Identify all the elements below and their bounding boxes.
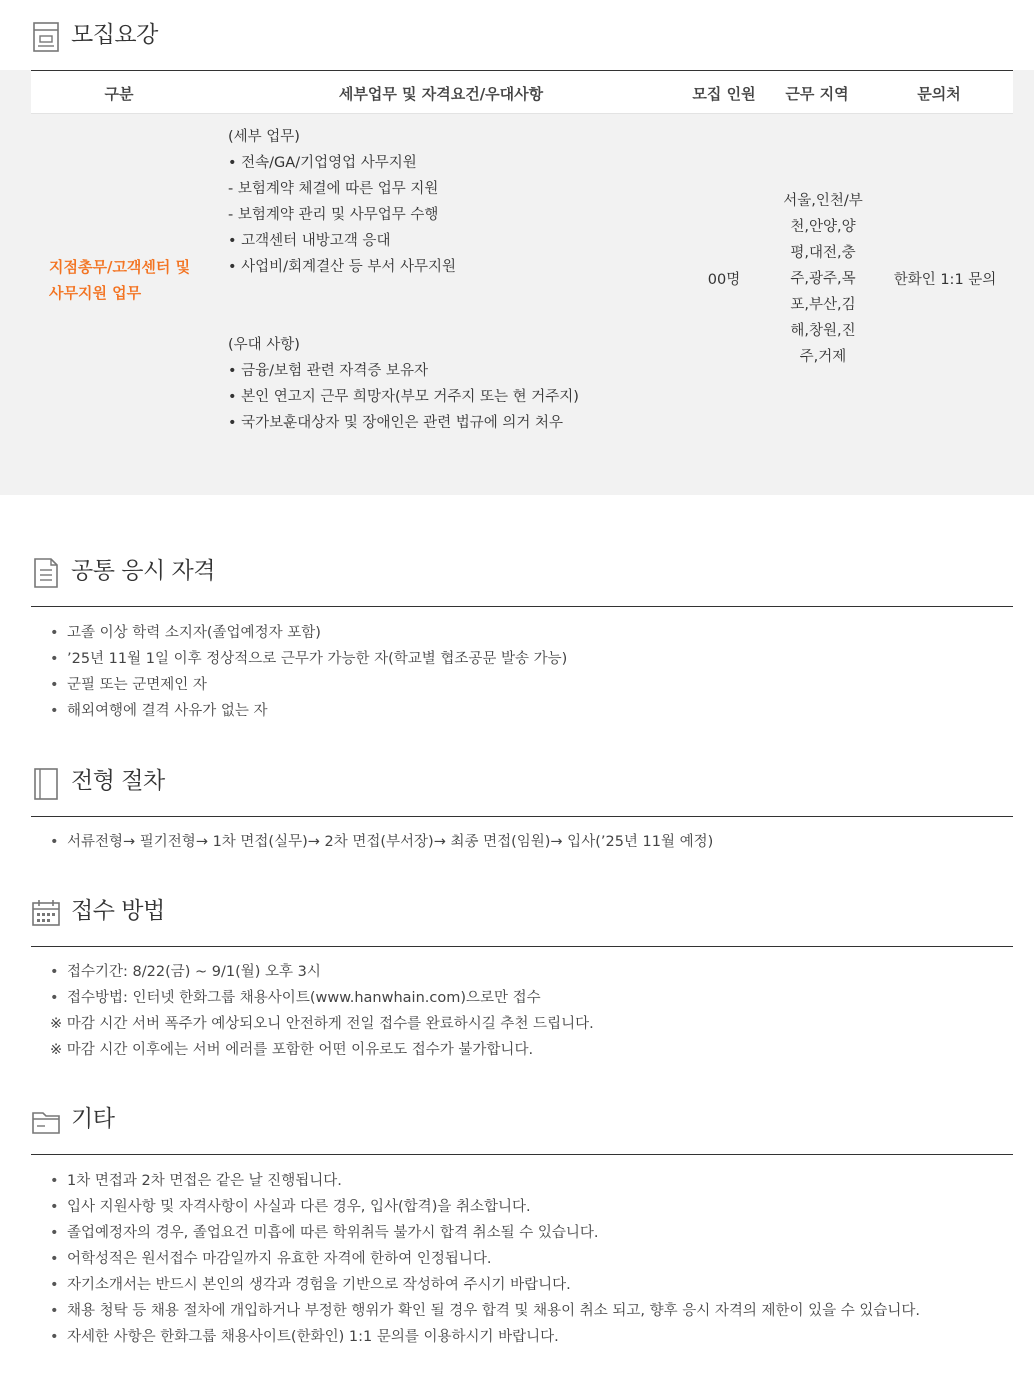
apply-section-header (31, 890, 1013, 938)
location-line: 서울,인천/부 (783, 193, 863, 209)
etc-section-header (31, 1098, 1013, 1146)
duty-item: • 전속/GA/기업영업 사무지원 (228, 155, 417, 171)
section-divider (31, 816, 1013, 817)
bullet: • (50, 1251, 59, 1267)
bullet: • (50, 677, 59, 693)
apply-list (50, 959, 594, 1063)
calendar-icon (31, 896, 61, 930)
bullet: • (50, 651, 59, 667)
list-item (50, 1168, 920, 1194)
location-line: 평,대전,충 (790, 245, 856, 261)
qualification-section-header (31, 550, 1013, 598)
bullet: • (50, 1329, 59, 1345)
job-category-line: 사무지원 업무 (49, 284, 142, 302)
list-item (50, 1324, 920, 1350)
preferred-heading: (우대 사항) (228, 337, 300, 353)
qualification-list (50, 620, 567, 724)
recruitment-section-header (31, 14, 1013, 62)
recruit-count: 00명 (707, 272, 741, 288)
list-item (50, 1272, 920, 1298)
bullet: • (50, 1277, 59, 1293)
column-header-category: 구분 (104, 85, 134, 103)
job-category-line: 지점총무/고객센터 및 (49, 258, 191, 276)
list-item (50, 646, 567, 672)
location-line: 주,거제 (799, 349, 847, 365)
list-item-text: 고졸 이상 학력 소지자(졸업예정자 포함) (67, 625, 321, 641)
list-item-text: 서류전형→ 필기전형→ 1차 면접(실무)→ 2차 면접(부서장)→ 최종 면접(임원)→ 입사(’25년 11월 예정) (67, 834, 714, 850)
list-item (50, 1246, 920, 1272)
process-list (50, 829, 713, 855)
bullet: • (50, 834, 59, 850)
section-divider (31, 1154, 1013, 1155)
location-line: 주,광주,목 (790, 271, 856, 287)
bullet: • (50, 1173, 59, 1189)
bullet: • (50, 964, 59, 980)
etc-list (50, 1168, 920, 1350)
list-item-text: 군필 또는 군면제인 자 (67, 677, 207, 693)
list-item (50, 1194, 920, 1220)
section-title: 공통 응시 자격 (71, 558, 215, 584)
notice-item (50, 1011, 594, 1037)
location-line: 포,부산,김 (790, 297, 856, 313)
list-item (50, 1220, 920, 1246)
bullet: • (50, 1303, 59, 1319)
process-section-header (31, 760, 1013, 808)
folder-icon (31, 1104, 61, 1138)
section-title: 기타 (71, 1106, 115, 1132)
list-item-text: 해외여행에 결격 사유가 없는 자 (67, 703, 268, 719)
section-title: 전형 절차 (71, 768, 165, 794)
preferred-item: • 국가보훈대상자 및 장애인은 관련 법규에 의거 처우 (228, 415, 563, 431)
list-item (50, 829, 713, 855)
section-divider (31, 946, 1013, 947)
list-item-text: 어학성적은 원서접수 마감일까지 유효한 자격에 한하여 인정됩니다. (67, 1251, 492, 1267)
duty-item: - 보험계약 관리 및 사무업무 수행 (228, 207, 439, 223)
location-line: 해,창원,진 (790, 323, 856, 339)
duty-item: • 고객센터 내방고객 응대 (228, 233, 391, 249)
preferred-item: • 본인 연고지 근무 희망자(부모 거주지 또는 현 거주지) (228, 389, 579, 405)
duty-item: - 보험계약 체결에 따른 업무 지원 (228, 181, 439, 197)
table-header-row (31, 71, 1013, 114)
list-item (50, 1298, 920, 1324)
section-title: 모집요강 (71, 22, 158, 48)
job-category (49, 254, 209, 306)
list-item-text: 채용 청탁 등 채용 절차에 개입하거나 부정한 행위가 확인 될 경우 합격 및 채용이 취소 되고, 향후 응시 자격의 제한이 있을 수 있습니다. (67, 1303, 920, 1319)
work-location (774, 188, 872, 370)
bullet: • (50, 1199, 59, 1215)
column-header-contact: 문의처 (917, 85, 961, 103)
section-divider (31, 606, 1013, 607)
duty-item: • 사업비/회계결산 등 부서 사무지원 (228, 259, 456, 275)
section-title: 접수 방법 (71, 898, 165, 924)
list-item-text: 접수방법: 인터넷 한화그룹 채용사이트(www.hanwhain.com)으로만 접수 (67, 990, 541, 1006)
list-item-text: 졸업예정자의 경우, 졸업요건 미흡에 따른 학위취득 불가시 합격 취소될 수 있습니다. (67, 1225, 599, 1241)
column-header-count: 모집 인원 (692, 85, 756, 103)
list-item (50, 985, 594, 1011)
document-icon (31, 556, 61, 590)
bullet: • (50, 703, 59, 719)
notebook-icon (31, 766, 61, 800)
spacer (228, 280, 579, 332)
location-line: 천,안양,양 (790, 219, 856, 235)
list-item-text: 입사 지원사항 및 자격사항이 사실과 다른 경우, 입사(합격)을 취소합니다. (67, 1199, 531, 1215)
bullet: • (50, 625, 59, 641)
job-details (228, 124, 579, 436)
bullet: • (50, 1225, 59, 1241)
column-header-details: 세부업무 및 자격요건/우대사항 (338, 85, 544, 103)
list-item (50, 959, 594, 985)
list-item (50, 620, 567, 646)
column-header-location: 근무 지역 (785, 85, 849, 103)
bullet: • (50, 990, 59, 1006)
list-item-text: 자세한 사항은 한화그룹 채용사이트(한화인) 1:1 문의를 이용하시기 바랍니다. (67, 1329, 559, 1345)
duties-heading: (세부 업무) (228, 129, 300, 145)
list-item-text: 접수기간: 8/22(금) ~ 9/1(월) 오후 3시 (67, 964, 321, 980)
list-item (50, 698, 567, 724)
list-item-text: ’25년 11월 1일 이후 정상적으로 근무가 가능한 자(학교별 협조공문 발송 가능) (67, 651, 568, 667)
notice-text: ※ 마감 시간 이후에는 서버 에러를 포함한 어떤 이유로도 접수가 불가합니다. (50, 1042, 534, 1058)
notice-text: ※ 마감 시간 서버 폭주가 예상되오니 안전하게 전일 접수를 완료하시길 추천 드립니다. (50, 1016, 594, 1032)
preferred-item: • 금융/보험 관련 자격증 보유자 (228, 363, 428, 379)
list-item-text: 1차 면접과 2차 면접은 같은 날 진행됩니다. (67, 1173, 342, 1189)
archive-box-icon (31, 20, 61, 54)
list-item-text: 자기소개서는 반드시 본인의 생각과 경험을 기반으로 작성하여 주시기 바랍니다. (67, 1277, 571, 1293)
list-item (50, 672, 567, 698)
contact-info: 한화인 1:1 문의 (893, 272, 997, 288)
notice-item (50, 1037, 594, 1063)
